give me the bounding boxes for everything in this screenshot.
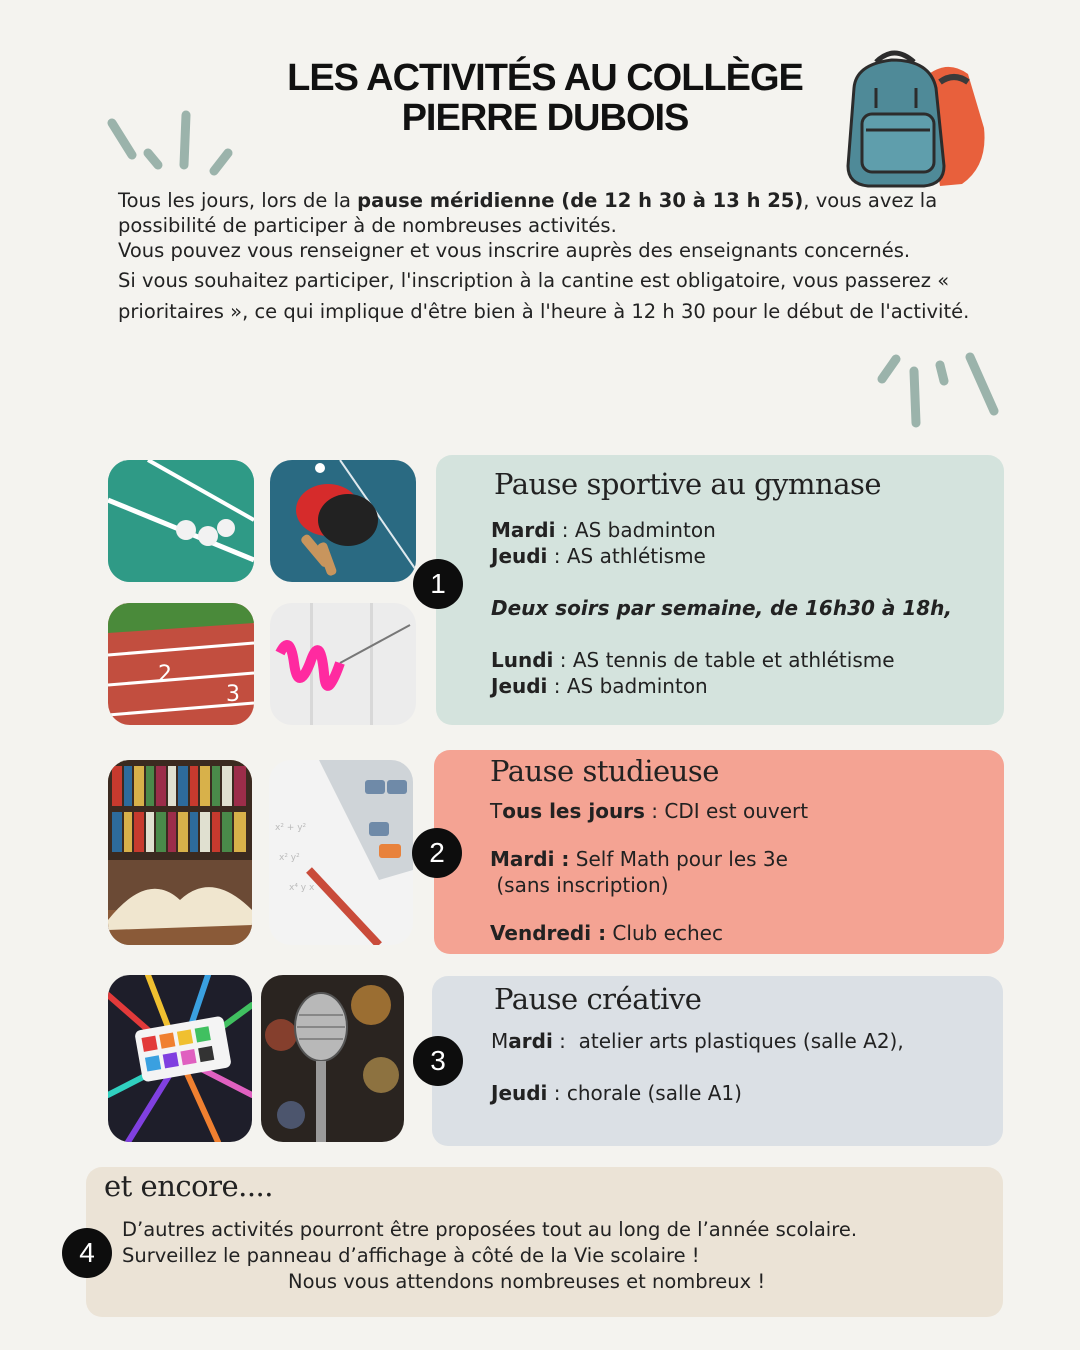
intro-paragraph-3: Si vous souhaitez participer, l'inscription à la cantine est obligatoire, vous passerez « prioritaires », ce qui implique d'être bien à l'heure à 12 h 30 pour le début de l'activité. (118, 269, 970, 323)
svg-text:x² y²: x² y² (279, 853, 300, 863)
sport-line-3: Lundi : AS tennis de table et athlétisme (491, 648, 895, 672)
sport-line-2: Jeudi : AS athlétisme (491, 544, 706, 568)
study-title: Pause studieuse (490, 754, 719, 788)
creative-line-2: Jeudi : chorale (salle A1) (491, 1081, 742, 1105)
title-line-1: LES ACTIVITÉS AU COLLÈGE (287, 57, 803, 99)
ribbon-photo (270, 603, 416, 725)
intro-p1-a: Tous les jours, lors de la (118, 189, 358, 212)
section-number-3: 3 (413, 1036, 463, 1086)
more-line-1: D’autres activités pourront être proposées tout au long de l’année scolaire. (122, 1218, 858, 1241)
svg-text:2: 2 (158, 662, 172, 687)
more-line-2: Surveillez le panneau d’affichage à côté de la Vie scolaire ! (122, 1244, 700, 1267)
badminton-photo (108, 460, 254, 582)
svg-text:3: 3 (226, 682, 240, 707)
ping-pong-photo (270, 460, 416, 582)
sport-evening: Deux soirs par semaine, de 16h30 à 18h, (491, 596, 952, 620)
svg-text:x⁴ y x: x⁴ y x (289, 883, 315, 893)
more-panel (86, 1167, 1003, 1317)
title-line-2: PIERRE DUBOIS (401, 97, 689, 139)
study-line-2: Mardi : Self Math pour les 3e (490, 847, 788, 871)
sport-title: Pause sportive au gymnase (494, 467, 882, 501)
calculator-photo (269, 760, 413, 945)
decorative-sparks-top-left (100, 105, 240, 185)
study-panel (434, 750, 1004, 954)
page-title (230, 58, 860, 138)
creative-line-1: Mardi : atelier arts plastiques (salle A2), (491, 1029, 904, 1053)
running-track-photo (108, 603, 254, 725)
study-line-2-cont: (sans inscription) (490, 873, 669, 897)
svg-text:x² + y²: x² + y² (275, 823, 307, 833)
sport-line-4: Jeudi : AS badminton (491, 674, 708, 698)
decorative-sparks-right (870, 345, 1010, 435)
intro-p1-bold: pause méridienne (de 12 h 30 à 13 h 25) (357, 189, 804, 212)
section-number-2: 2 (412, 828, 462, 878)
more-line-3: Nous vous attendons nombreuses et nombreux ! (288, 1270, 766, 1293)
section-number-1: 1 (413, 559, 463, 609)
intro-paragraph-1 (118, 188, 998, 238)
backpack-icon (836, 48, 996, 190)
sport-panel (436, 455, 1004, 725)
creative-panel (432, 976, 1003, 1146)
more-title: et encore.... (104, 1169, 273, 1203)
intro-paragraph-2: Vous pouvez vous renseigner et vous inscrire auprès des enseignants concernés. (118, 239, 911, 262)
books-photo (108, 760, 252, 945)
intro-p1-b: , vous avez la possibilité de participer à de nombreuses activités. (118, 189, 938, 237)
sport-line-1: Mardi : AS badminton (491, 518, 716, 542)
study-line-1: Tous les jours : CDI est ouvert (490, 799, 809, 823)
intro-text (118, 188, 998, 327)
microphone-photo (261, 975, 404, 1142)
paint-palette-photo (108, 975, 252, 1142)
study-line-3: Vendredi : Club echec (490, 921, 723, 945)
creative-title: Pause créative (494, 982, 702, 1016)
section-number-4: 4 (62, 1228, 112, 1278)
